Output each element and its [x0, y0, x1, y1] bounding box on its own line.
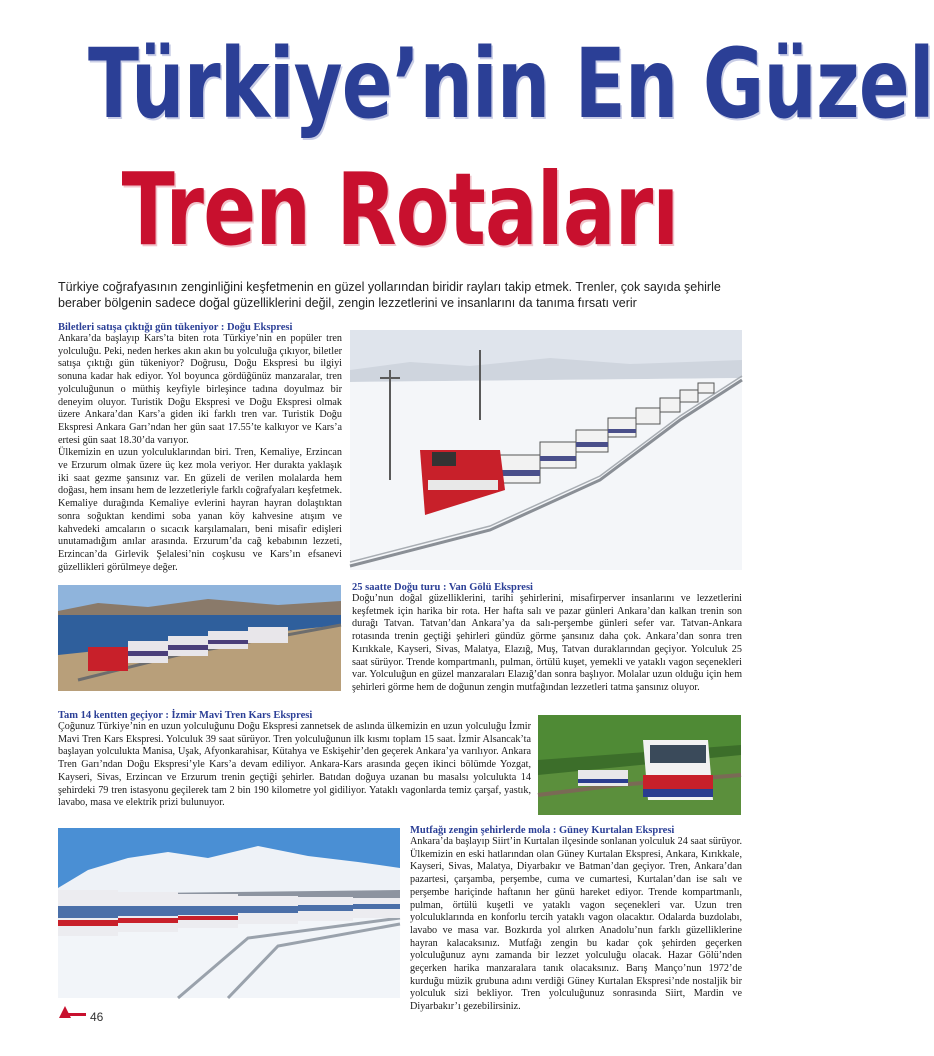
section-body-2: Ülkemizin en uzun yolculuklarından biri. Tren, Kemaliye, Erzincan ve Erzurum olmak üzere üç kez mola veriyor. Her durakta yaklaşık iki saat gezme şansınız var. En güzeli de verilen molalarda hem doğası, hem insanı hem de lezzetleriyle farklı coğrafyaları keşfetmek. Kemaliye durağında Kemaliye evlerini hayran hayran dolaştıktan sonra soğuktan kendimi soba yanan köy kahvesine atışım ve kahvedeki amcaların o sıcacık karşılamaları, beni misafir edişleri unutamadığım anılar arasında. Erzurum’da cağ kebabının lezzeti, Erzincan’da Girlevik Şelalesi’nin coşkusu ve Kars’ın efsanevi güzellikleri görülmeye değer. [58, 447, 342, 573]
photo-izmir-mavi-tren [538, 715, 741, 815]
section-body: Ankara’da başlayıp Kars’ta biten rota Türkiye’nin en popüler tren yolculuğu. Peki, neden herkes akın akın bu yolculuğa çıkıyor, biletler satışa çıktığı gün tükeniyor? Doğrusu, Doğu Ekspresi bu ilgiyi sonuna kadar hak ediyor. Yol boyunca gördüğünüz manzaralar, tren yolculuğunun o müthiş keyfiyle birleşince tadına doyulmaz bir deneyim oluyor. Turistik Doğu Ekspresi ve Doğu Ekspresi olmak üzere Ankara’dan Kars’a giden iki farklı tren var. Turistik Doğu Ekspresi Ankara Garı’ndan her gün saat 17.55’te kalkıyor ve Kars’a ertesi gün saat 18.30’da varıyor. [58, 333, 342, 446]
section-heading: Tam 14 kentten geçiyor : İzmir Mavi Tren Kars Ekspresi [58, 710, 313, 721]
photo-guney-kurtalan-ekspresi [58, 828, 400, 998]
section-van-golu-ekspresi [352, 582, 742, 695]
section-izmir-mavi-tren [58, 710, 531, 810]
page-title-line2: Tren Rotaları [121, 151, 679, 268]
intro-text: Türkiye coğrafyasının zenginliğini keşfetmenin en güzel yollarından biridir rayları takip etmek. Trenler, çok sayıda şehirle beraber bölgenin sadece doğal güzelliklerini değil, zengin lezzetlerini ve insanlarını da tanıma fırsatı verir [58, 280, 721, 310]
section-heading: Mutfağı zengin şehirlerde mola : Güney Kurtalan Ekspresi [410, 825, 675, 836]
page-number: 46 [90, 1010, 104, 1024]
section-guney-kurtalan-ekspresi [410, 825, 742, 1014]
section-body: Doğu’nun doğal güzelliklerini, tarihi şehirlerini, misafirperver insanlarını ve lezzetlerini keşfetmek için harika bir rota. Her hafta salı ve pazar günleri Ankara’dan kalkan trenin son durağı Tatvan. Tatvan’dan Ankara’ya da salı-perşembe günleri sefer var. Tatvan-Ankara rotasında trenin geçtiği şehirleri gündüz görme şansınız daha çok. Ankara’dan sonra tren Kırıkkale, Kayseri, Sivas, Malatya, Elazığ, Muş, Tatvan duraklarından geçiyor. Yolculuk 25 saat sürüyor. Trende kompartmanlı, pulman, örtülü kuşet, yemekli ve yataklı vagon seçenekleri var. Yolculuğun en güzel manzaraları Elazığ’dan sonra başlıyor. Molalar uzun olduğu için hem şehirleri görme hem de doğunun zengin mutfağından lezzetleri tatma şansınız oluyor. [352, 593, 742, 693]
section-heading: Biletleri satışa çıktığı gün tükeniyor : Doğu Ekspresi [58, 322, 293, 333]
page-title-line1: Türkiye’nin En Güzel [88, 28, 934, 140]
section-heading: 25 saatte Doğu turu : Van Gölü Ekspresi [352, 582, 533, 593]
magazine-logo [58, 1005, 86, 1019]
photo-dogu-ekspresi-snow [350, 330, 742, 570]
section-body: Çoğunuz Türkiye’nin en uzun yolculuğunu Doğu Ekspresi zannetsek de aslında ülkemizin en uzun yolculuğu İzmir Mavi Tren Kars Ekspresi. Yolculuk 39 saat sürüyor. Tren yolculuğunun ilk kısmı toplam 15 saat. İzmir Alsancak’ta başlayan yolculukta Manisa, Uşak, Afyonkarahisar, Kütahya ve Eskişehir’den geçerek Ankara’ya varılıyor. Ankara Tren Garı’ndan Doğu Ekspresi’yle Kars’a devam ediliyor. Ankara-Kars arasında geçen ikinci bölümde Yozgat, Kayseri, Sivas, Erzincan ve Erzurum trenin geçtiği şehirler. Batıdan doğuya uzanan bu masalsı yolculukta 14 şehirdeki 79 tren istasyonu geçilerek tam 2 bin 190 kilometre yol gidiliyor. Yataklı vagonlarda temiz çarşaf, yastık, lavabo, masa ve elektrik prizi bulunuyor. [58, 721, 531, 809]
section-dogu-ekspresi [58, 322, 342, 574]
photo-van-golu-ekspresi [58, 585, 341, 691]
section-body: Ankara’da başlayıp Siirt’in Kurtalan ilçesinde sonlanan yolculuk 24 saat sürüyor. Ülkemizin en eski hatlarından olan Güney Kurtalan Ekspresi, Ankara, Kırıkkale, Kayseri, Sivas, Malatya, Diyarbakır ve Batman’dan geçiyor. Tren, Ankara’dan pazartesi, çarşamba, perşembe, cuma ve cumartesi, Kurtalan’dan ise salı ve perşembe hariçinde haftanın her günü hareket ediyor. Trende kompartmanlı, pulman, örtülü kuşetli ve yataklı vagon seçenekleri var. Uzun tren yolculuklarında en konforlu tercih yataklı vagon olacaktır. Odalarda buzdolabı, lavabo ve masa var. Bozkırda yol alırken Anadolu’nun farklı güzelliklerine hayran kalacaksınız. Mutfağı zengin bu kadar çok şehirden geçerken yolculuğunuz aynı zamanda bir lezzet yolculuğu olacak. Hazar Gölü’nden geçerken harika manzaralara tanık olacaksınız. Barış Manço’nun 1972’de kurduğu müzik grubuna adını verdiği Güney Kurtalan Ekspresi’nde nostaljik bir yolculuk sizi bekliyor. Tren yolculuğunuz sonrasında Siirt, Mardin ve Diyarbakır’ı gezebilirsiniz. [410, 836, 742, 1013]
